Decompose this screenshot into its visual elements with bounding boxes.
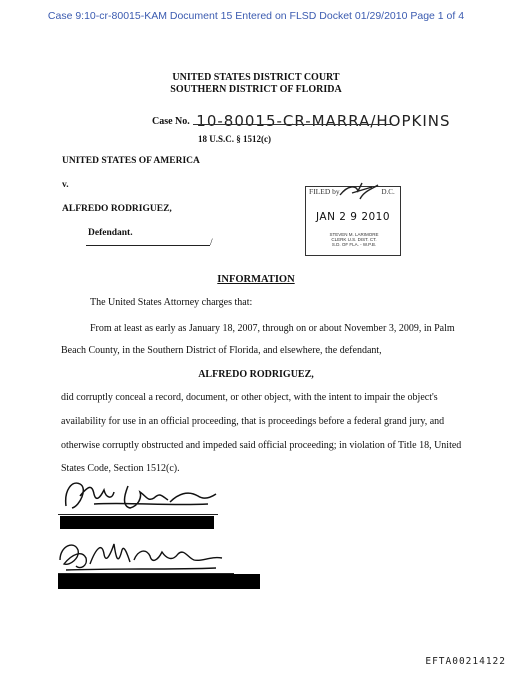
bates-number: EFTA00214122 [425,656,506,667]
case-number-label: Case No. [152,116,190,127]
filed-stamp-initials-scribble [338,181,382,201]
versus-label: v. [62,180,69,190]
caption-slash: / [210,238,213,248]
prosecutor-signature-1 [58,476,218,516]
filed-stamp-date: JAN 2 9 2010 [316,211,391,223]
court-name-line-1: UNITED STATES DISTRICT COURT [172,72,340,83]
redaction-bar-1 [60,516,214,529]
defendant-label: Defendant. [88,228,133,238]
caption-rule [86,245,210,246]
statute-citation: 18 U.S.C. § 1512(c) [198,134,271,144]
defendant-name: ALFREDO RODRIGUEZ, [62,204,172,214]
case-number-underline [193,124,393,125]
case-number-line [152,110,451,128]
paragraph-line-2: Beach County, in the Southern District of Florida, and elsewhere, the defendant, [61,345,382,356]
court-name [0,72,512,96]
charge-line-2: availability for use in an official proceeding, that is proceedings before a federal grand jury, and [61,416,445,427]
information-heading: INFORMATION [217,274,295,285]
prosecutor-signature-2 [56,536,226,576]
court-name-line-2: SOUTHERN DISTRICT OF FLORIDA [170,84,342,95]
intro-sentence: The United States Attorney charges that: [90,297,253,308]
clerk-line-1: STEVEN M. LARIMORE [329,232,379,237]
signature-line-1 [58,514,218,515]
filed-stamp-clerk [309,232,399,248]
filed-stamp-initials: D.C. [381,188,395,196]
filed-stamp-label-text: FILED by [309,187,340,196]
redaction-bar-2 [58,574,260,589]
plaintiff-name: UNITED STATES OF AMERICA [62,156,200,166]
court-filing-stamp-header: Case 9:10-cr-80015-KAM Document 15 Entered on FLSD Docket 01/29/2010 Page 1 of 4 [47,10,465,22]
clerk-line-2: CLERK U.S. DIST. CT. [331,237,377,243]
clerk-line-3: S.D. OF FLA. - W.P.B. [331,242,377,248]
charge-line-4: States Code, Section 1512(c). [61,463,180,474]
charge-line-3: otherwise corruptly obstructed and impeded said official proceeding; in violation of Title 18, United [61,440,462,451]
charge-line-1: did corruptly conceal a record, document, or other object, with the intent to impair the object's [61,392,438,403]
case-number-handwritten: 10-80015-CR-MARRA/HOPKINS [196,112,451,130]
paragraph-line-1: From at least as early as January 18, 2007, through on or about November 3, 2009, in Palm [90,323,455,334]
defendant-name-centered: ALFREDO RODRIGUEZ, [198,369,314,380]
